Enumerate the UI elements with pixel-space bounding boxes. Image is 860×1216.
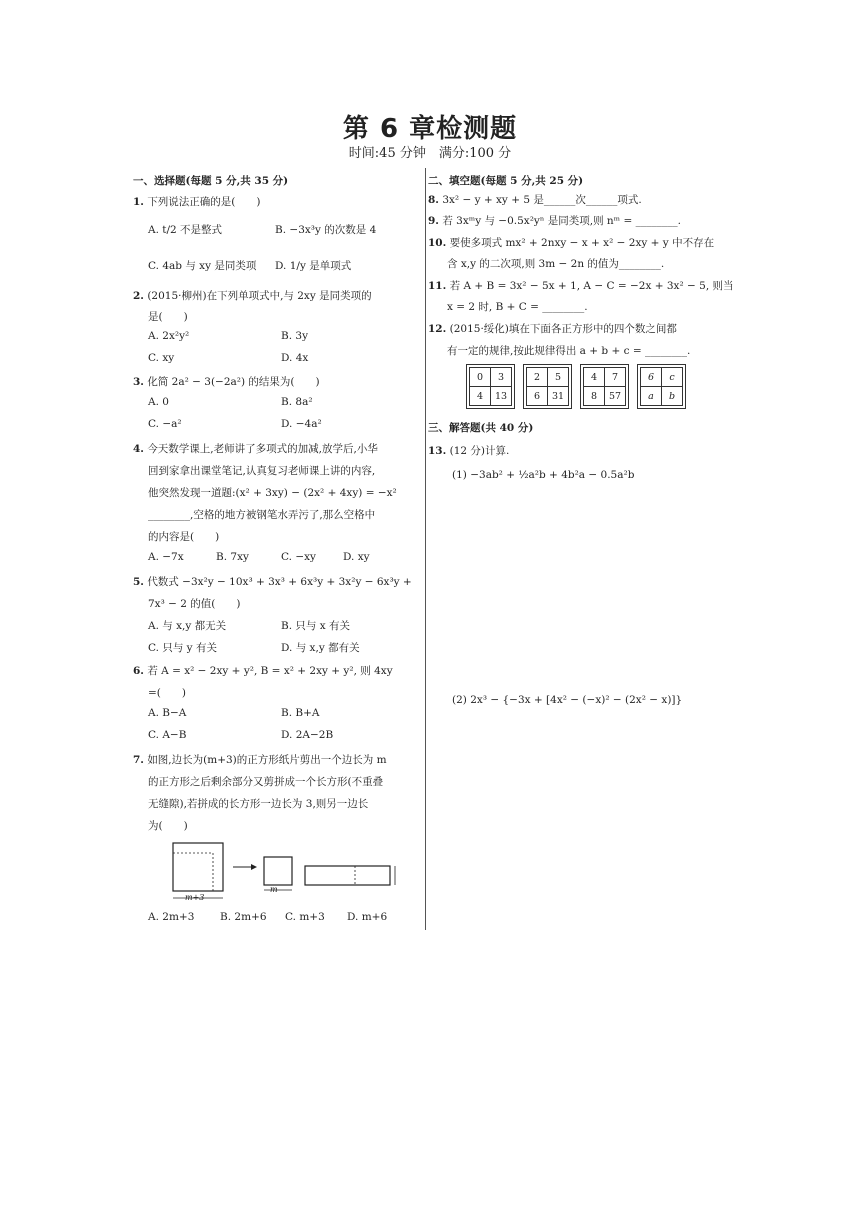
q3-option-c: C. −a² bbox=[148, 418, 182, 430]
q6-option-d: D. 2A−2B bbox=[281, 729, 334, 741]
q10-text1: 要使多项式 mx² + 2nxy − x + x² − 2xy + y 中不存在 bbox=[449, 237, 715, 249]
q1-option-d: D. 1/y 是单项式 bbox=[275, 260, 352, 272]
column-divider bbox=[425, 168, 426, 930]
grid-cell: 6 bbox=[527, 387, 548, 406]
q4-option-d: D. xy bbox=[343, 551, 370, 563]
q3-text: 化简 2a² − 3(−2a²) 的结果为( ) bbox=[147, 376, 320, 388]
q7-option-a: A. 2m+3 bbox=[148, 911, 195, 923]
q4-option-b: B. 7xy bbox=[216, 551, 249, 563]
q4-option-a: A. −7x bbox=[148, 551, 184, 563]
q5-option-d: D. 与 x,y 都有关 bbox=[281, 642, 360, 654]
q4-line2: 回到家拿出课堂笔记,认真复习老师课上讲的内容, bbox=[148, 465, 376, 477]
q13-text: (12 分)计算. bbox=[449, 445, 510, 457]
q7-option-d: D. m+6 bbox=[347, 911, 388, 923]
grid-cell: 5 bbox=[548, 368, 569, 387]
q6-option-a: A. B−A bbox=[148, 707, 187, 719]
q3-option-d: D. −4a² bbox=[281, 418, 322, 430]
q12-number: 12. bbox=[428, 323, 447, 335]
q3-option-b: B. 8a² bbox=[281, 396, 313, 408]
q12-grid-1 bbox=[466, 364, 515, 409]
q12-grid-4 bbox=[637, 364, 686, 409]
q8-text: 3x² − y + xy + 5 是______次______项式. bbox=[442, 194, 642, 206]
q7-figure-label-m-plus-3: m+3 bbox=[185, 893, 205, 902]
grid-cell: c bbox=[662, 368, 683, 387]
q4-line4: ________,空格的地方被钢笔水弄污了,那么空格中 bbox=[148, 509, 376, 521]
grid-cell: a bbox=[641, 387, 662, 406]
q3-number: 3. bbox=[133, 376, 144, 388]
q5-option-b: B. 只与 x 有关 bbox=[281, 620, 350, 632]
q1-number: 1. bbox=[133, 196, 144, 208]
q13-part2: (2) 2x³ − {−3x + [4x² − (−x)² − (2x² − x)]} bbox=[452, 694, 683, 706]
q5-number: 5. bbox=[133, 576, 144, 588]
grid-cell: 31 bbox=[548, 387, 569, 406]
q12-grid-3 bbox=[580, 364, 629, 409]
q12-grid-2 bbox=[523, 364, 572, 409]
q13-part1: (1) −3ab² + ½a²b + 4b²a − 0.5a²b bbox=[452, 469, 635, 481]
q7-option-b: B. 2m+6 bbox=[220, 911, 267, 923]
q2-option-b: B. 3y bbox=[281, 330, 309, 342]
q8 bbox=[428, 192, 642, 207]
q12-line2: 有一定的规律,按此规律得出 a + b + c = ________. bbox=[447, 345, 691, 357]
big-square bbox=[173, 843, 223, 891]
q2-text1: (2015·柳州)在下列单项式中,与 2xy 是同类项的 bbox=[147, 290, 372, 302]
arrow-head bbox=[251, 864, 257, 870]
q5-line2: 7x³ − 2 的值( ) bbox=[148, 598, 241, 610]
grid-cell: 13 bbox=[491, 387, 512, 406]
q7-figure-label-m: m bbox=[270, 885, 278, 894]
q7-line2: 的正方形之后剩余部分又剪拼成一个长方形(不重叠 bbox=[148, 776, 384, 788]
q10-line1 bbox=[428, 235, 714, 250]
q7-line3: 无缝隙),若拼成的长方形一边长为 3,则另一边长 bbox=[148, 798, 369, 810]
q2-line1 bbox=[133, 288, 372, 303]
q3-option-a: A. 0 bbox=[148, 396, 169, 408]
q3-stem bbox=[133, 374, 320, 389]
section-answer-heading: 三、解答题(共 40 分) bbox=[428, 422, 534, 434]
q7-text1: 如图,边长为(m+3)的正方形纸片剪出一个边长为 m bbox=[147, 754, 387, 766]
q7-line1 bbox=[133, 752, 387, 767]
q4-number: 4. bbox=[133, 443, 144, 455]
q4-option-c: C. −xy bbox=[281, 551, 316, 563]
grid-cell: 6 bbox=[641, 368, 662, 387]
q1-stem bbox=[133, 194, 261, 209]
q5-line1 bbox=[133, 574, 412, 589]
exam-info: 时间:45 分钟 满分:100 分 bbox=[348, 146, 512, 161]
q5-option-a: A. 与 x,y 都无关 bbox=[148, 620, 227, 632]
q11-text1: 若 A + B = 3x² − 5x + 1, A − C = −2x + 3x² − 5, 则当 bbox=[449, 280, 734, 292]
q4-line1 bbox=[133, 441, 378, 456]
grid-cell: 57 bbox=[605, 387, 626, 406]
long-rectangle bbox=[305, 866, 390, 885]
q5-text1: 代数式 −3x²y − 10x³ + 3x³ + 6x³y + 3x²y − 6x³y + bbox=[147, 576, 412, 588]
grid-cell: 8 bbox=[584, 387, 605, 406]
q1-option-a: A. t/2 不是整式 bbox=[148, 224, 223, 236]
q2-option-c: C. xy bbox=[148, 352, 175, 364]
q4-line5: 的内容是( ) bbox=[148, 531, 220, 543]
q13-stem bbox=[428, 443, 509, 458]
q6-line1 bbox=[133, 663, 393, 678]
q6-option-c: C. A−B bbox=[148, 729, 187, 741]
q9 bbox=[428, 213, 681, 228]
q1-option-c: C. 4ab 与 xy 是同类项 bbox=[148, 260, 257, 272]
q6-text1: 若 A = x² − 2xy + y², B = x² + 2xy + y², 则 4xy bbox=[147, 665, 393, 677]
q2-line2: 是( ) bbox=[148, 311, 188, 323]
q12-line1 bbox=[428, 321, 677, 336]
grid-cell: 7 bbox=[605, 368, 626, 387]
inner-dashed-square bbox=[173, 853, 213, 891]
q1-option-b: B. −3x³y 的次数是 4 bbox=[275, 224, 377, 236]
q10-line2: 含 x,y 的二次项,则 3m − 2n 的值为________. bbox=[447, 258, 665, 270]
q10-number: 10. bbox=[428, 237, 447, 249]
section-fill-heading: 二、填空题(每题 5 分,共 25 分) bbox=[428, 175, 584, 187]
q6-option-b: B. B+A bbox=[281, 707, 320, 719]
grid-cell: 2 bbox=[527, 368, 548, 387]
q2-option-a: A. 2x²y² bbox=[148, 330, 190, 342]
q13-number: 13. bbox=[428, 445, 447, 457]
page-title: 第 6 章检测题 bbox=[342, 114, 518, 144]
q7-option-c: C. m+3 bbox=[285, 911, 325, 923]
grid-cell: 4 bbox=[470, 387, 491, 406]
q9-number: 9. bbox=[428, 215, 439, 227]
q7-line4: 为( ) bbox=[148, 820, 188, 832]
q4-line3: 他突然发现一道题:(x² + 3xy) − (2x² + 4xy) = −x² bbox=[148, 487, 397, 499]
q5-option-c: C. 只与 y 有关 bbox=[148, 642, 217, 654]
q4-text1: 今天数学课上,老师讲了多项式的加减,放学后,小华 bbox=[147, 443, 378, 455]
small-square bbox=[264, 857, 292, 885]
q2-option-d: D. 4x bbox=[281, 352, 309, 364]
grid-cell: 0 bbox=[470, 368, 491, 387]
q9-text: 若 3xᵐy 与 −0.5x²yⁿ 是同类项,则 nᵐ = ________. bbox=[442, 215, 681, 227]
q11-number: 11. bbox=[428, 280, 447, 292]
grid-cell: b bbox=[662, 387, 683, 406]
q6-line2: =( ) bbox=[148, 687, 186, 699]
q7-number: 7. bbox=[133, 754, 144, 766]
q2-number: 2. bbox=[133, 290, 144, 302]
q11-line1 bbox=[428, 278, 734, 293]
grid-cell: 4 bbox=[584, 368, 605, 387]
q1-text: 下列说法正确的是( ) bbox=[147, 196, 261, 208]
section-choice-heading: 一、选择题(每题 5 分,共 35 分) bbox=[133, 175, 289, 187]
q11-line2: x = 2 时, B + C = ________. bbox=[447, 301, 588, 313]
q12-text1: (2015·绥化)填在下面各正方形中的四个数之间都 bbox=[449, 323, 677, 335]
q6-number: 6. bbox=[133, 665, 144, 677]
grid-cell: 3 bbox=[491, 368, 512, 387]
q8-number: 8. bbox=[428, 194, 439, 206]
